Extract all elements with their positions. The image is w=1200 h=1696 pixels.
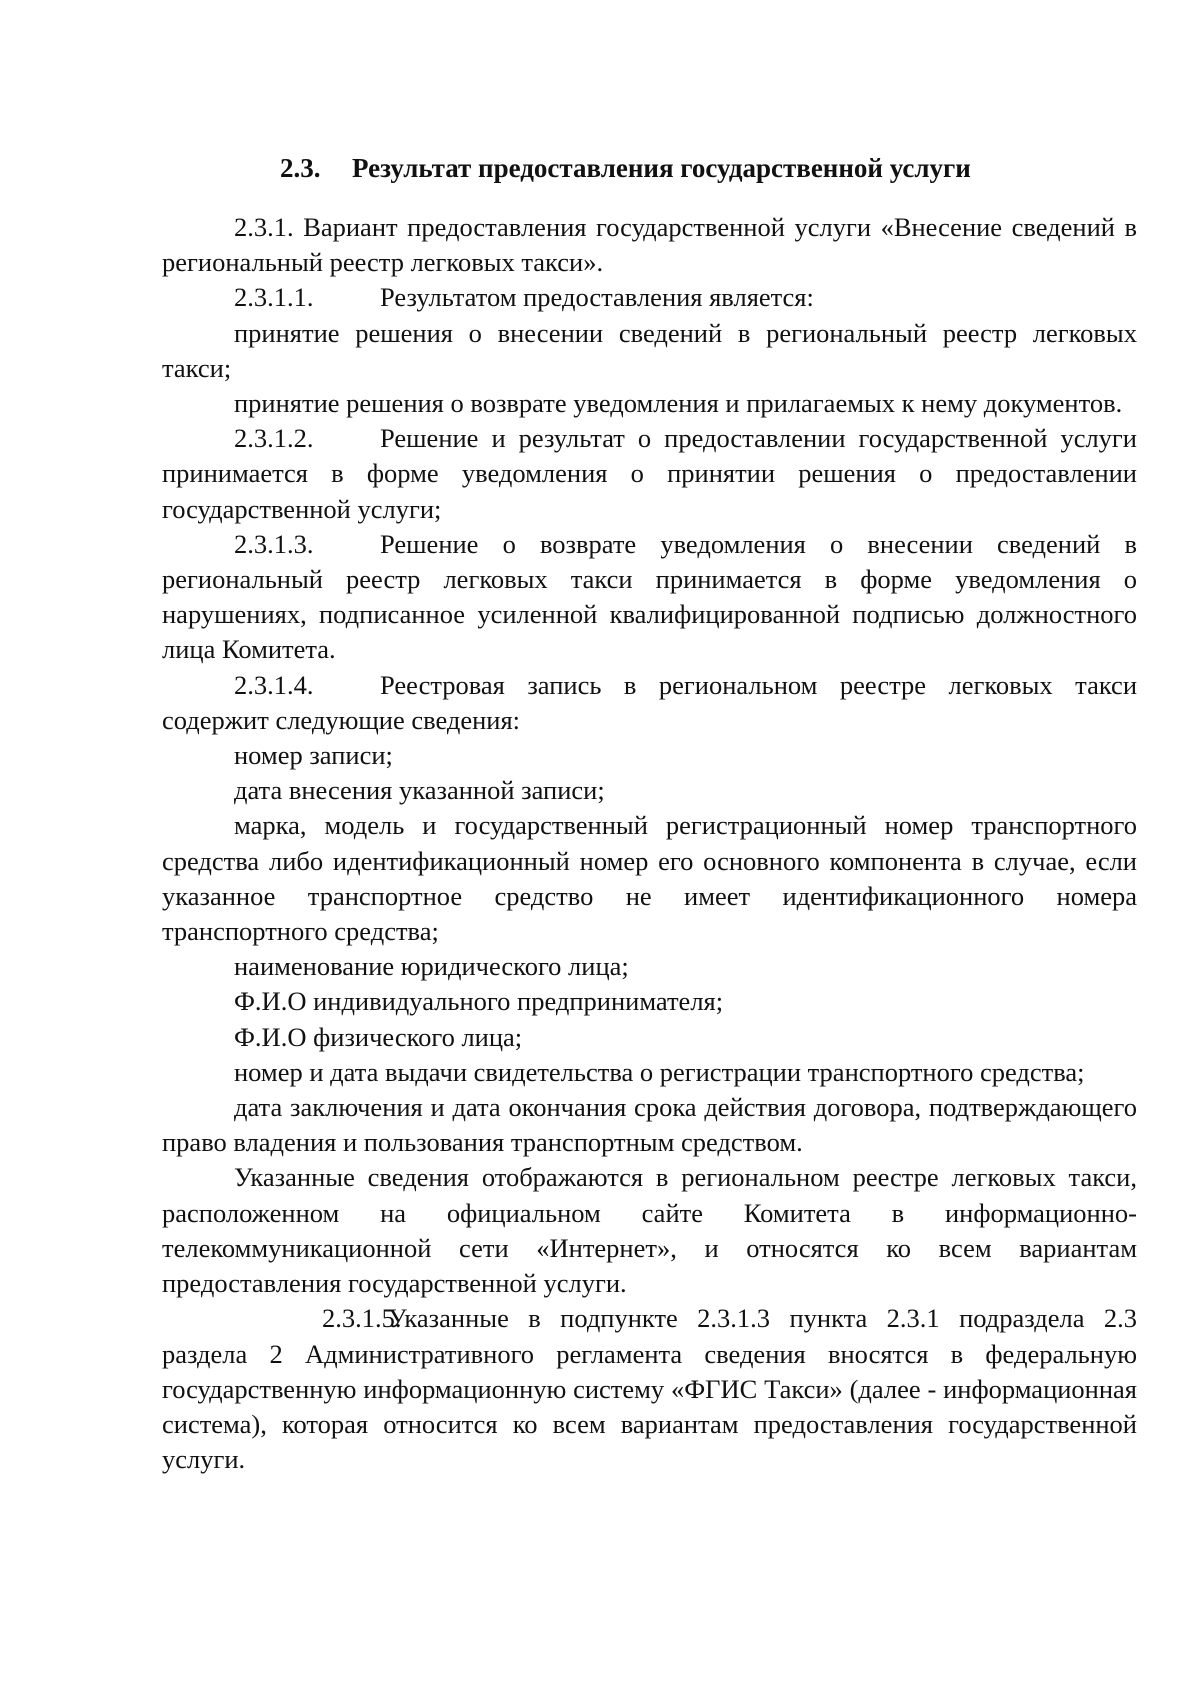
section-title: Результат предоставления государственной услуги: [352, 153, 971, 183]
list-item: Ф.И.О физического лица;: [234, 1021, 523, 1052]
list-item: номер записи;: [234, 740, 393, 771]
paragraph-2-3-1-2: [162, 421, 1137, 527]
clause-number: 2.3.1.5.: [322, 1303, 402, 1334]
paragraph-2-3-1: [162, 210, 1137, 280]
paragraph-2-3-1-1: [162, 280, 1137, 315]
list-item: Ф.И.О индивидуального предпринимателя;: [234, 986, 724, 1017]
clause-number: 2.3.1.4.: [234, 669, 314, 700]
list-item: дата внесения указанной записи;: [234, 775, 605, 806]
list-item: дата заключения и дата окончания срока действия договора, подтверждающего право владения и пользования транспортным средством.: [162, 1092, 1137, 1158]
result-item-1: принятие решения о внесении сведений в региональный реестр легковых такси;: [162, 317, 1137, 383]
clause-text: Результатом предоставления является:: [380, 282, 814, 313]
section-heading: [162, 150, 1137, 186]
list-item: наименование юридического лица;: [234, 951, 629, 982]
list-item: номер и дата выдачи свидетельства о регистрации транспортного средства;: [234, 1056, 1085, 1087]
paragraph-display-info: Указанные сведения отображаются в региональном реестре легковых такси, расположенном на официальном сайте Комитета в информационно-телекоммуникационной сети «Интернет», и относятся ко всем вариантам предоставления государственной услуги.: [162, 1162, 1137, 1299]
section-number: 2.3.: [280, 153, 321, 183]
document-page: [162, 150, 1137, 1477]
clause-text: Решение о возврате уведомления о внесении сведений в региональный реестр легковых такси принимается в форме уведомления о нарушениях, подписанное усиленной квалифицированной подписью должностного лица Комитета.: [162, 528, 1137, 665]
list-item: марка, модель и государственный регистрационный номер транспортного средства либо идентификационный номер его основного компонента в случае, если указанное транспортное средство не имеет идентификационного номера транспортного средства;: [162, 810, 1137, 947]
clause-text: Вариант предоставления государственной услуги «Внесение сведений в региональный реестр легковых такси».: [162, 212, 1138, 278]
clause-text: Реестровая запись в региональном реестре легковых такси содержит следующие сведения:: [162, 669, 1137, 735]
paragraph-2-3-1-5: [162, 1301, 1137, 1477]
clause-number: 2.3.1.: [234, 212, 294, 242]
clause-text: Решение и результат о предоставлении государственной услуги принимается в форме уведомления о принятии решения о предоставлении государственной услуги;: [162, 423, 1137, 524]
paragraph-2-3-1-3: [162, 527, 1137, 668]
result-item-2: принятие решения о возврате уведомления и прилагаемых к нему документов.: [234, 388, 1123, 419]
clause-number: 2.3.1.3.: [234, 528, 314, 559]
clause-number: 2.3.1.1.: [234, 282, 314, 313]
clause-number: 2.3.1.2.: [234, 423, 314, 454]
clause-text: Указанные в подпункте 2.3.1.3 пункта 2.3.1 подраздела 2.3 раздела 2 Административного регламента сведения вносятся в федеральную государственную информационную систему «ФГИС Такси» (далее - информационная система), которая относится ко всем вариантам предоставления государственной услуги.: [162, 1303, 1137, 1475]
paragraph-2-3-1-4: [162, 668, 1137, 738]
